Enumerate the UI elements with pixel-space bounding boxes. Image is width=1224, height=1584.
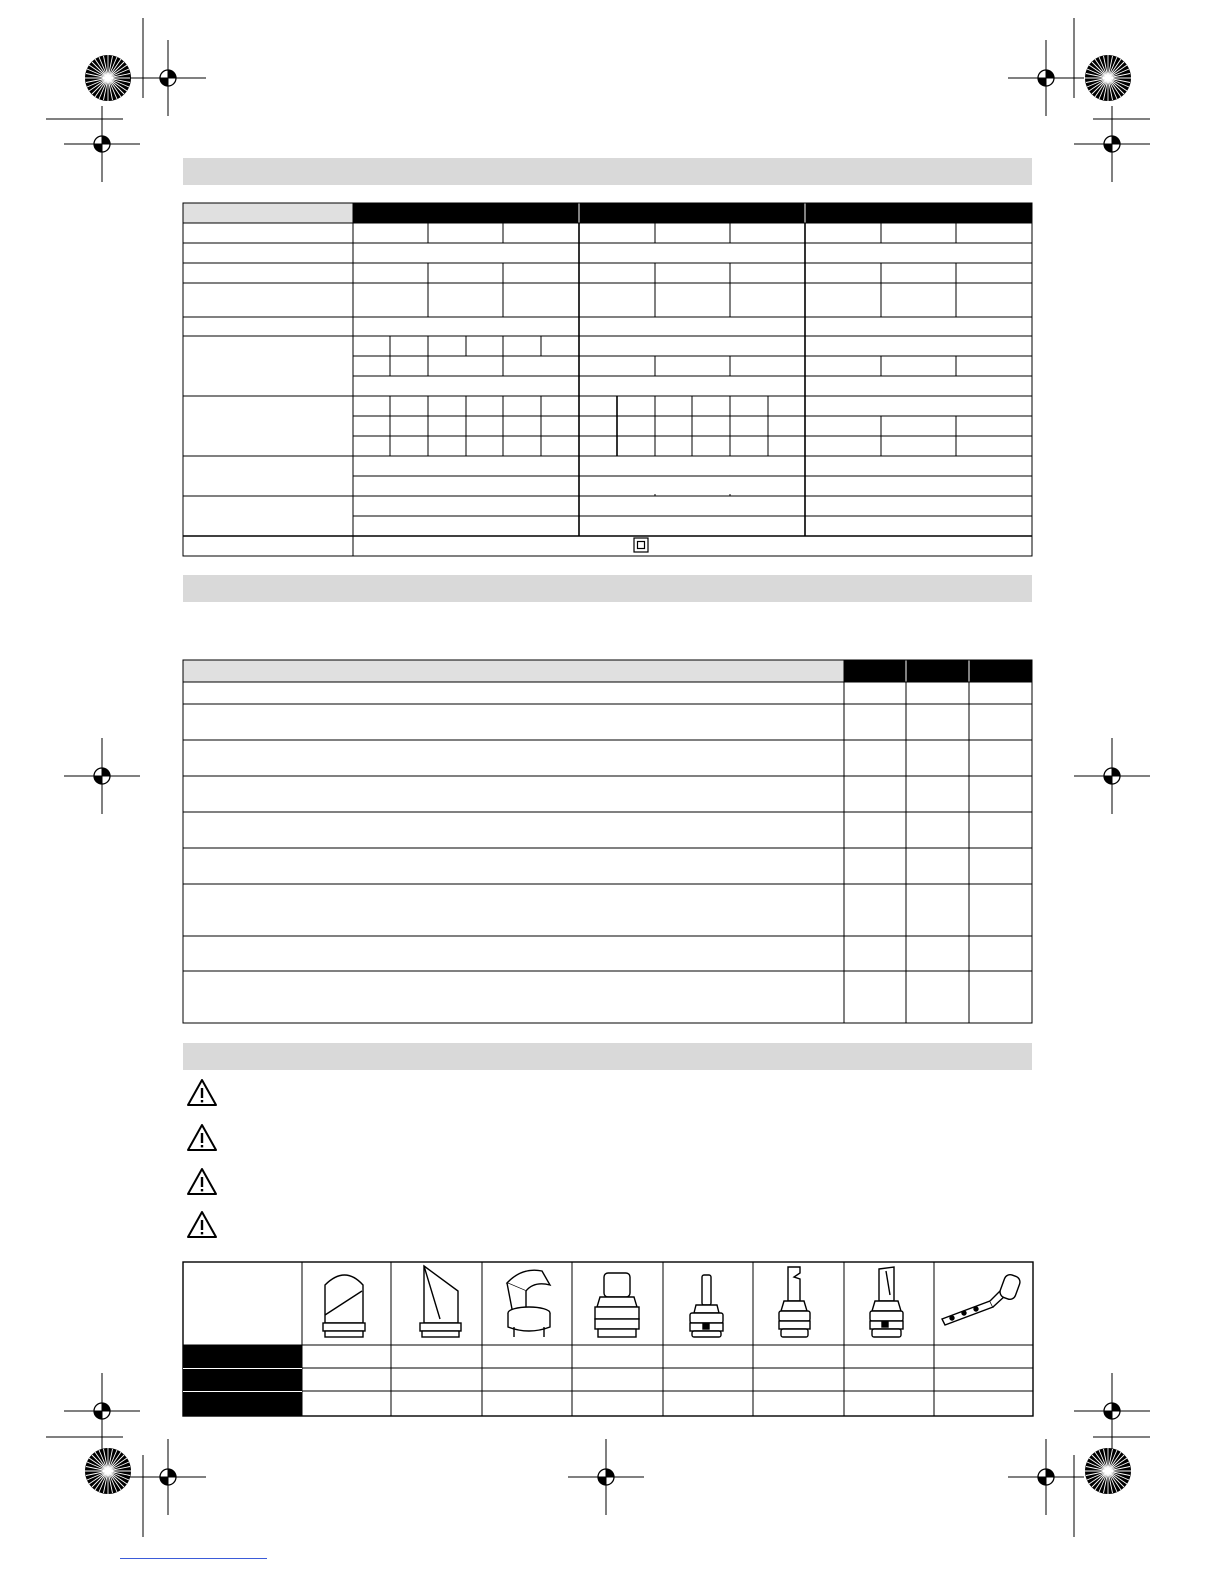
section-header-application bbox=[183, 575, 1032, 602]
section-header-safety bbox=[183, 1043, 1032, 1070]
model-row-2-header bbox=[183, 1369, 302, 1391]
reflector-nozzle-icon bbox=[420, 1266, 461, 1337]
surface-nozzle-icon bbox=[323, 1275, 365, 1337]
warning-triangle-icon bbox=[186, 1167, 218, 1197]
footer-link-underline bbox=[120, 1558, 267, 1559]
cutting-nozzle-icon bbox=[779, 1267, 810, 1337]
model-row-1-header bbox=[183, 1345, 302, 1368]
warning-triangle-icon bbox=[186, 1078, 218, 1108]
model-row-3-header bbox=[183, 1392, 302, 1416]
section-header-technical-data bbox=[183, 158, 1032, 185]
reduction-nozzle-icon bbox=[595, 1273, 639, 1337]
slot-nozzle-icon bbox=[870, 1267, 903, 1337]
welding-shoe-icon bbox=[690, 1275, 723, 1337]
glass-protection-nozzle-icon bbox=[507, 1270, 550, 1337]
warning-triangle-icon bbox=[186, 1210, 218, 1240]
pressure-roller-icon bbox=[942, 1273, 1022, 1325]
warning-triangle-icon bbox=[186, 1123, 218, 1153]
accessory-table bbox=[182, 1261, 1035, 1419]
protection-class-icon bbox=[634, 538, 648, 552]
technical-data-table bbox=[182, 202, 1034, 558]
application-table bbox=[182, 659, 1034, 1025]
